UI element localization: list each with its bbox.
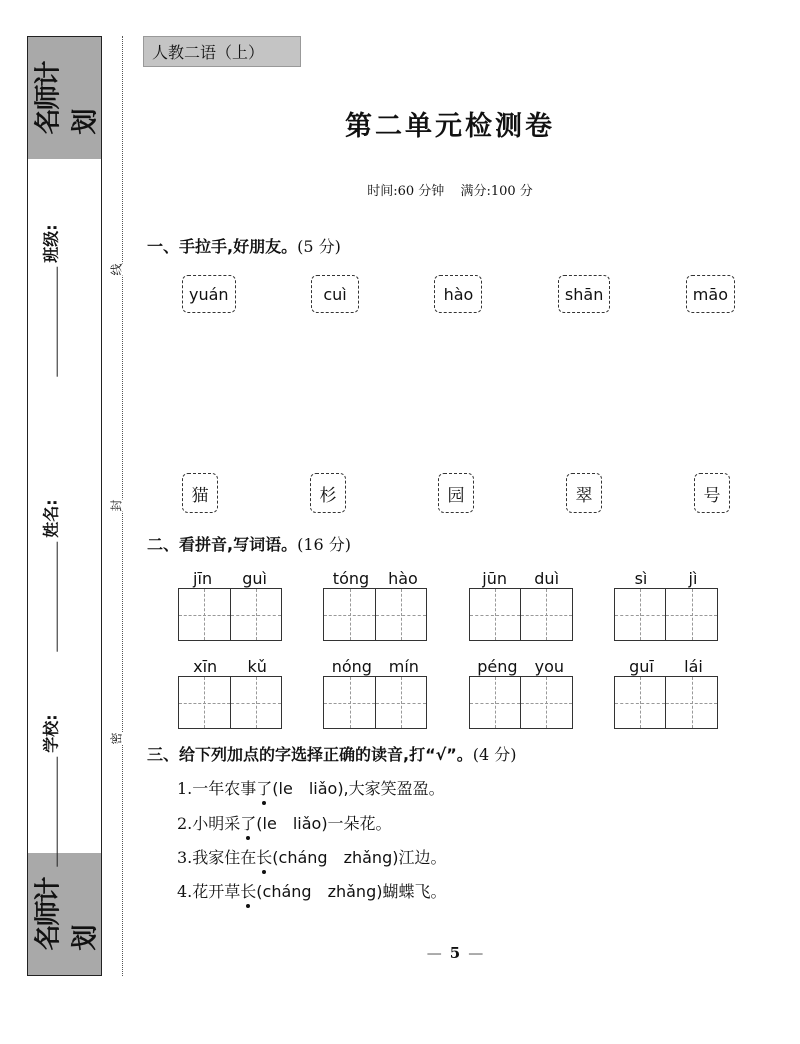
char-tag[interactable]: 猫 (182, 473, 218, 513)
dotted-char: 长 (256, 848, 273, 867)
name-label: 姓名: (41, 498, 61, 538)
pinyin-label: xīn kǔ (193, 656, 267, 676)
char-row (150, 473, 760, 513)
school-field[interactable] (30, 690, 70, 890)
writing-box[interactable] (615, 589, 666, 640)
word-unit (178, 656, 282, 729)
writing-box[interactable] (520, 677, 572, 728)
section2-title: 二、看拼音,写词语。(16 分) (147, 535, 352, 554)
cut-mark-seal: 封 (105, 499, 128, 511)
exam-info (0, 180, 800, 199)
question-item[interactable]: 2.小明采了(le liǎo)一朵花。 (177, 814, 392, 833)
name-field[interactable] (30, 430, 70, 720)
school-write-line[interactable] (43, 756, 57, 866)
pinyin-tag[interactable]: hào (434, 275, 482, 313)
writing-box[interactable] (375, 589, 427, 640)
dotted-char: 了 (240, 814, 257, 833)
pinyin-tag[interactable]: shān (558, 275, 610, 313)
word-unit (469, 656, 573, 729)
question-item[interactable]: 1.一年农事了(le liǎo),大家笑盈盈。 (177, 779, 445, 798)
writing-grid-row (178, 568, 718, 641)
pinyin-label: sì jì (634, 568, 698, 588)
word-unit (178, 568, 282, 641)
pinyin-label: jūn duì (482, 568, 560, 588)
char-tag[interactable]: 号 (694, 473, 730, 513)
brand-logo-text: 名师计划 (33, 62, 101, 135)
question-item[interactable]: 3.我家住在长(cháng zhǎng)江边。 (177, 848, 447, 867)
writing-box[interactable] (179, 589, 230, 640)
school-label: 学校: (41, 713, 61, 753)
pinyin-tag[interactable]: cuì (311, 275, 359, 313)
class-label: 班级: (41, 223, 61, 263)
word-unit (614, 568, 718, 641)
writing-box[interactable] (230, 589, 282, 640)
class-write-line[interactable] (43, 266, 57, 376)
cut-mark-line: 线 (105, 263, 128, 275)
section1-title: 一、手拉手,好朋友。(5 分) (147, 237, 341, 256)
char-tag[interactable]: 园 (438, 473, 474, 513)
edition-tag: 人教二语（上） (143, 36, 301, 67)
name-write-line[interactable] (43, 541, 57, 651)
writing-box[interactable] (375, 677, 427, 728)
writing-box[interactable] (470, 589, 521, 640)
pinyin-label: jīn guì (193, 568, 267, 588)
brand-logo-text: 名师计划 (33, 878, 101, 951)
cut-mark-secret: 密 (105, 732, 128, 744)
writing-box[interactable] (615, 677, 666, 728)
pinyin-tag[interactable]: yuán (182, 275, 236, 313)
writing-box[interactable] (230, 677, 282, 728)
writing-box[interactable] (470, 677, 521, 728)
writing-grid-row (178, 656, 718, 729)
pinyin-row (150, 275, 760, 313)
word-unit (469, 568, 573, 641)
writing-box[interactable] (324, 589, 375, 640)
writing-box[interactable] (520, 589, 572, 640)
word-unit (323, 568, 427, 641)
exam-score: 满分:100 分 (460, 184, 533, 199)
word-unit (323, 656, 427, 729)
char-tag[interactable]: 翠 (566, 473, 602, 513)
char-tag[interactable]: 杉 (310, 473, 346, 513)
writing-box[interactable] (179, 677, 230, 728)
dotted-char: 长 (240, 882, 257, 901)
word-unit (614, 656, 718, 729)
section3-title: 三、给下列加点的字选择正确的读音,打“√”。(4 分) (147, 745, 517, 764)
pinyin-label: guī lái (629, 656, 703, 676)
dotted-char: 了 (256, 779, 273, 798)
pinyin-label: nóng mín (331, 656, 419, 676)
page-number: — 5 — (426, 944, 484, 962)
question-item[interactable]: 4.花开草长(cháng zhǎng)蝴蝶飞。 (177, 882, 447, 901)
pinyin-label: tóng hào (332, 568, 418, 588)
writing-box[interactable] (665, 677, 717, 728)
writing-box[interactable] (665, 589, 717, 640)
pinyin-tag[interactable]: māo (686, 275, 735, 313)
exam-time: 时间:60 分钟 (367, 184, 445, 199)
writing-box[interactable] (324, 677, 375, 728)
page-title: 第二单元检测卷 (345, 111, 555, 142)
pinyin-label: péng you (477, 656, 565, 676)
